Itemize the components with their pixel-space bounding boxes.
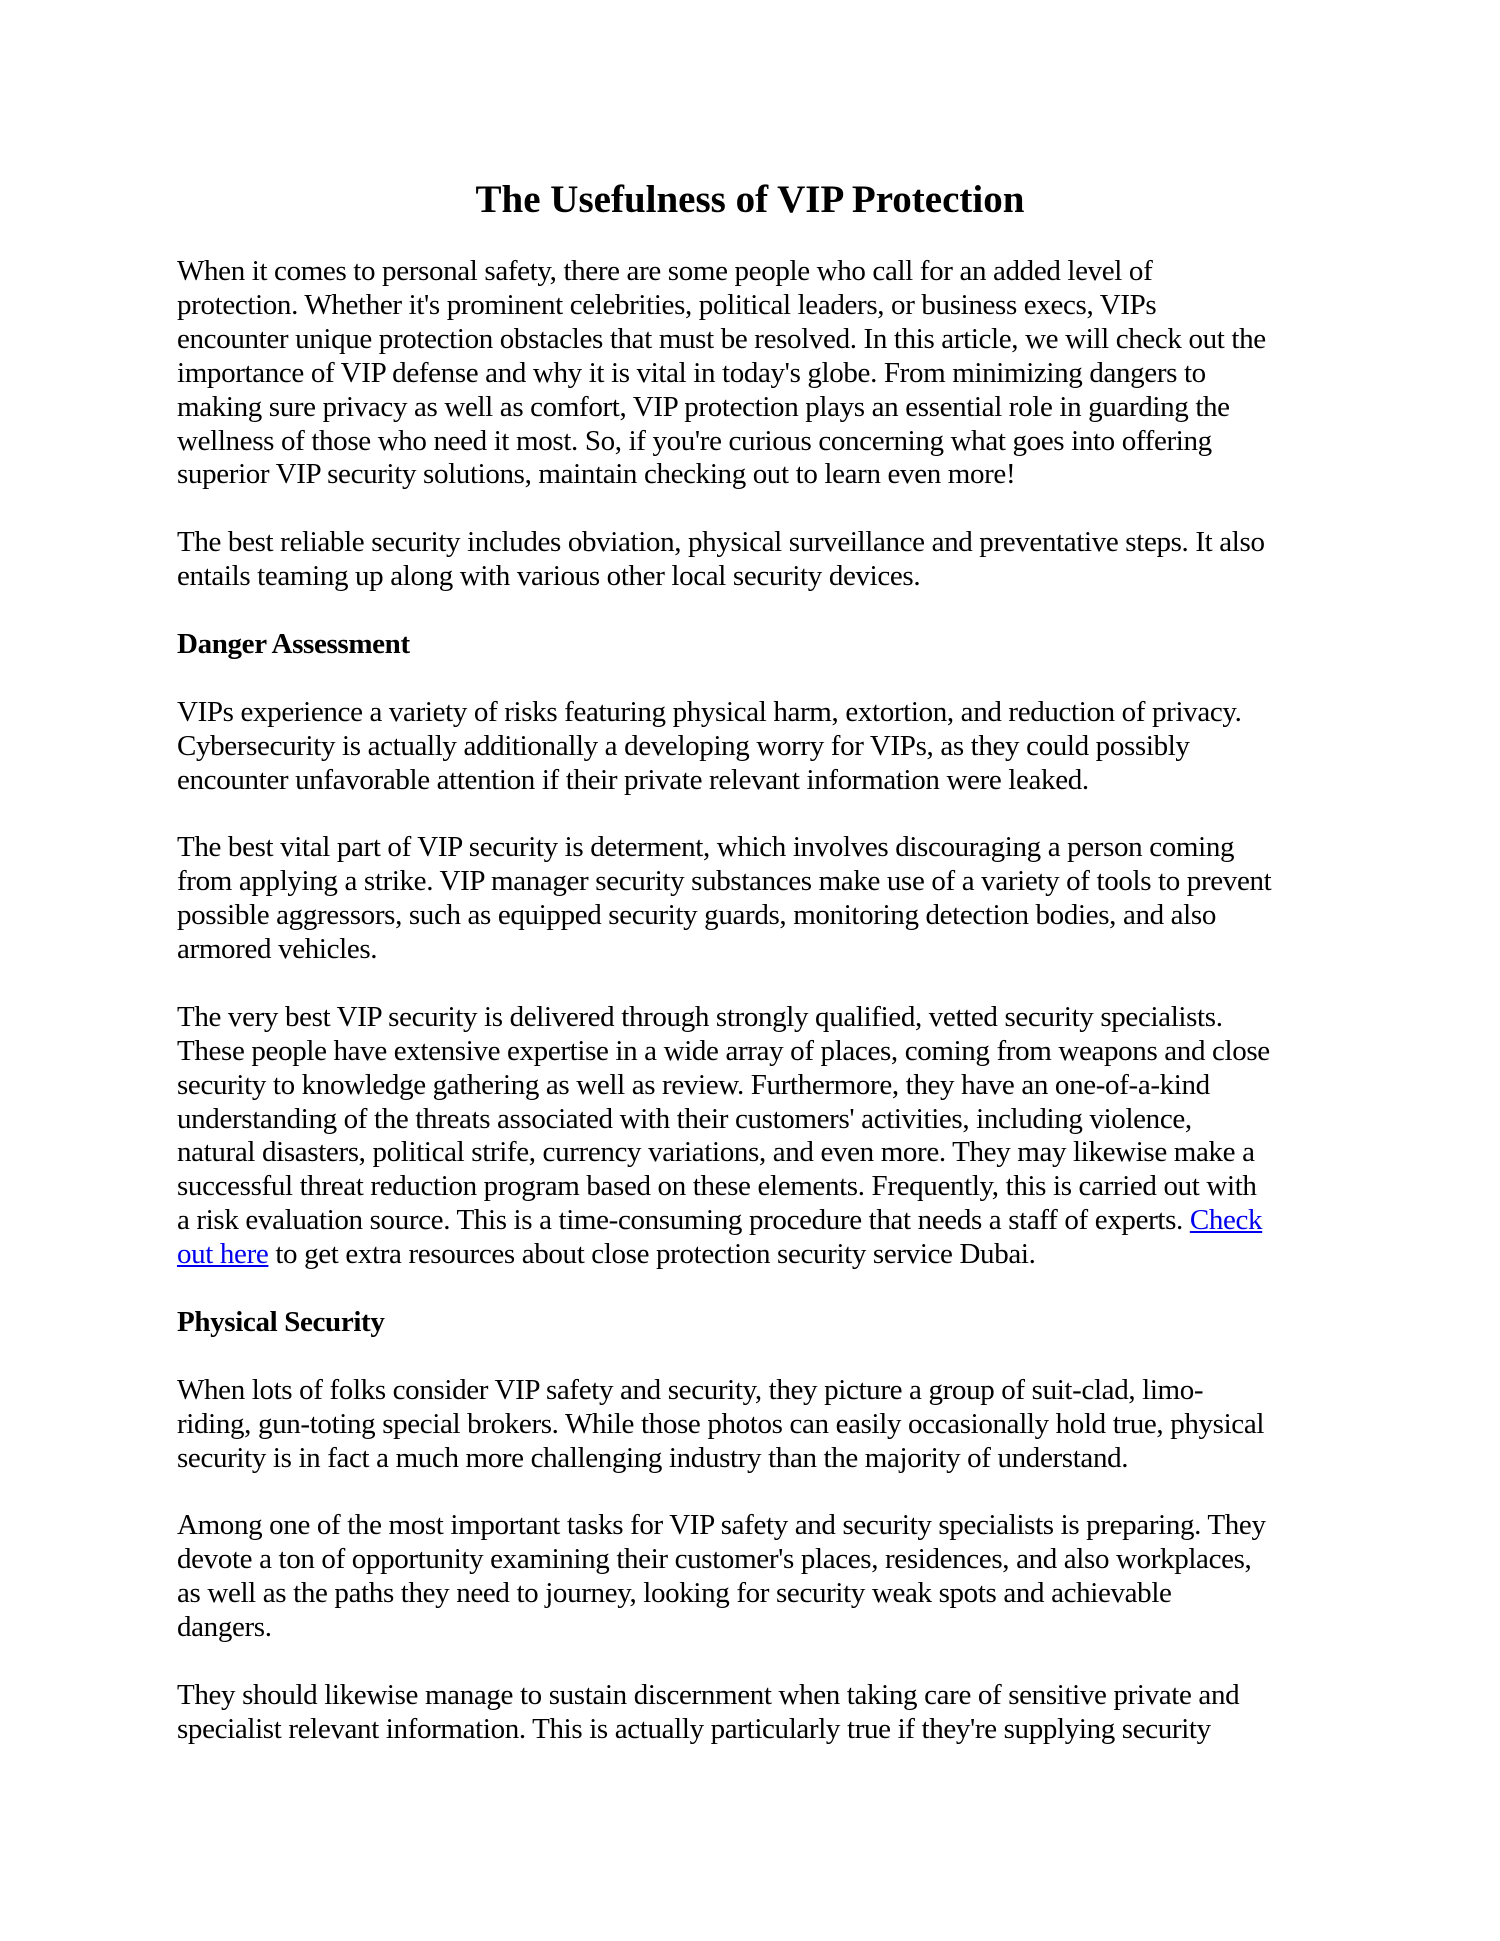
text-line: superior VIP security solutions, maintain checking out to learn even more! [177, 458, 1016, 491]
text-segment: a risk evaluation source. This is a time-consuming procedure that needs a staff of experts. [177, 1204, 1190, 1237]
text-line: Cybersecurity is actually additionally a developing worry for VIPs, as they could possibly [177, 729, 1190, 762]
paragraph-security-overview [177, 526, 1337, 594]
text-line: VIPs experience a variety of risks featuring physical harm, extortion, and reduction of privacy. [177, 695, 1242, 728]
text-line: making sure privacy as well as comfort, VIP protection plays an essential role in guarding the [177, 390, 1230, 423]
paragraph-specialists [177, 1001, 1337, 1272]
heading-physical-security: Physical Security [177, 1306, 385, 1338]
text-line: They should likewise manage to sustain discernment when taking care of sensitive private and [177, 1678, 1240, 1711]
page-title: The Usefulness of VIP Protection [475, 178, 1025, 221]
text-line: The very best VIP security is delivered through strongly qualified, vetted security specialists. [177, 1000, 1223, 1033]
text-line: from applying a strike. VIP manager security substances make use of a variety of tools to prevent [177, 865, 1272, 898]
text-line: devote a ton of opportunity examining their customer's places, residences, and also workplaces, [177, 1543, 1252, 1576]
text-line: importance of VIP defense and why it is vital in today's globe. From minimizing dangers to [177, 356, 1206, 389]
text-line: protection. Whether it's prominent celebrities, political leaders, or business execs, VIPs [177, 288, 1157, 321]
text-line: entails teaming up along with various other local security devices. [177, 560, 921, 593]
text-line [177, 1204, 1337, 1238]
text-line: as well as the paths they need to journey, looking for security weak spots and achievable [177, 1577, 1172, 1610]
text-line: The best reliable security includes obviation, physical surveillance and preventative steps. It also [177, 526, 1265, 559]
check-out-here-link-continued[interactable]: out here [177, 1238, 269, 1271]
heading-danger-assessment: Danger Assessment [177, 627, 410, 660]
text-line: wellness of those who need it most. So, if you're curious concerning what goes into offering [177, 424, 1212, 457]
paragraph-preparing [177, 1509, 1337, 1645]
text-line: possible aggressors, such as equipped security guards, monitoring detection bodies, and also [177, 899, 1216, 932]
text-line: encounter unique protection obstacles that must be resolved. In this article, we will check out the [177, 322, 1266, 355]
text-line: armored vehicles. [177, 933, 378, 966]
paragraph-risks [177, 696, 1337, 798]
text-line: security is in fact a much more challenging industry than the majority of understand. [177, 1441, 1129, 1474]
article-body [177, 255, 1337, 1781]
text-line: security to knowledge gathering as well as review. Furthermore, they have an one-of-a-kind [177, 1068, 1210, 1101]
paragraph-physical-security [177, 1374, 1337, 1476]
text-line [177, 1238, 1337, 1272]
paragraph-determent [177, 831, 1337, 967]
text-line: Among one of the most important tasks for VIP safety and security specialists is preparing. They [177, 1509, 1266, 1542]
text-line: specialist relevant information. This is actually particularly true if they're supplying security [177, 1712, 1211, 1745]
text-line: understanding of the threats associated with their customers' activities, including violence, [177, 1102, 1192, 1135]
text-line: dangers. [177, 1611, 272, 1644]
text-line: natural disasters, political strife, currency variations, and even more. They may likewise make a [177, 1136, 1255, 1169]
text-line: When lots of folks consider VIP safety and security, they picture a group of suit-clad, limo- [177, 1373, 1204, 1406]
text-line: successful threat reduction program based on these elements. Frequently, this is carried out with [177, 1170, 1257, 1203]
paragraph-discernment [177, 1679, 1337, 1747]
text-line: These people have extensive expertise in a wide array of places, coming from weapons and close [177, 1034, 1270, 1067]
paragraph-intro [177, 255, 1337, 492]
text-line: The best vital part of VIP security is determent, which involves discouraging a person coming [177, 831, 1235, 864]
text-line: encounter unfavorable attention if their private relevant information were leaked. [177, 763, 1089, 796]
text-line: When it comes to personal safety, there are some people who call for an added level of [177, 255, 1153, 287]
check-out-here-link[interactable]: Check [1189, 1204, 1263, 1237]
text-segment: to get extra resources about close protection security service Dubai. [268, 1238, 1036, 1271]
text-line: riding, gun-toting special brokers. While those photos can easily occasionally hold true, physical [177, 1407, 1265, 1440]
